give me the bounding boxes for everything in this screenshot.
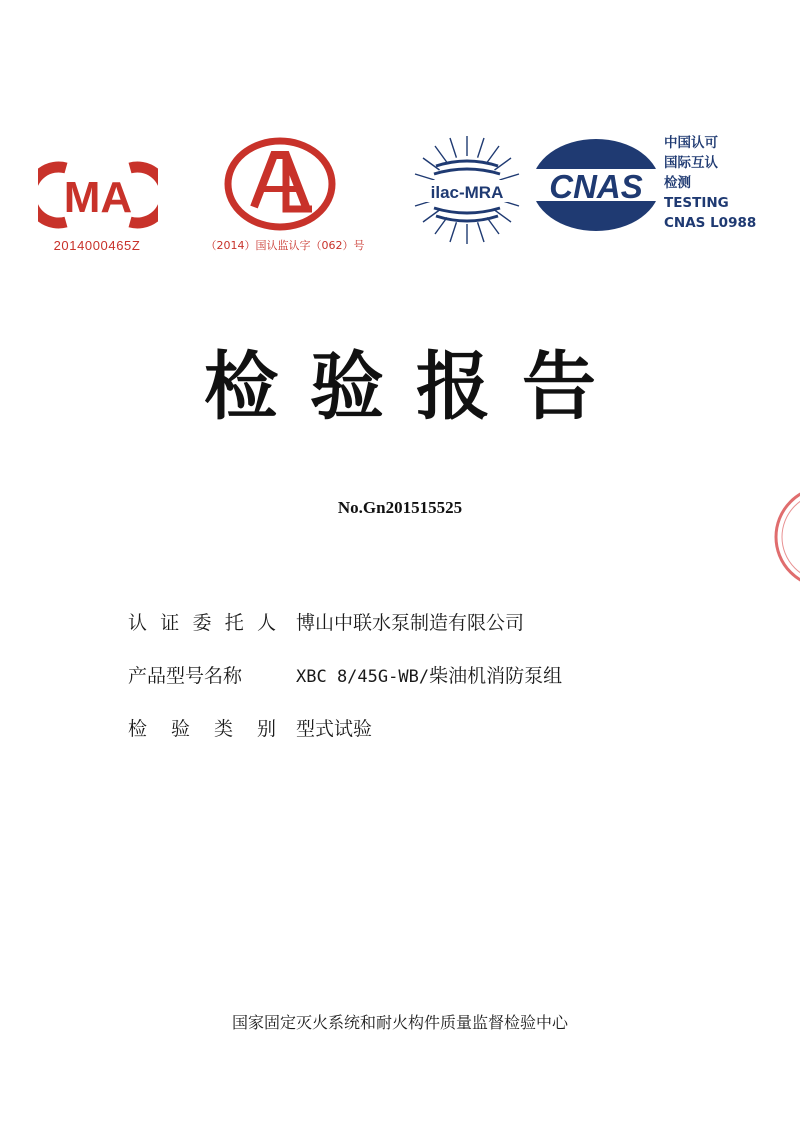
issuing-organization: 国家固定灭火系统和耐火构件质量监督检验中心 [231, 1013, 568, 1032]
page-title: 检验报告 [204, 344, 628, 430]
svg-text:MA: MA [63, 173, 133, 222]
field-value-type: 型式试验 [296, 718, 373, 740]
cal-logo [224, 137, 336, 231]
seal-stamp [770, 482, 800, 592]
product-model-code: XBC 8/45G-WB/ [296, 667, 430, 687]
cnas-line: 国际互认 [664, 155, 718, 171]
cma-logo [38, 160, 158, 230]
cal-code: （2014）国认监认字（062）号 [205, 239, 365, 252]
cma-code: 2014000465Z [53, 238, 141, 253]
cnas-line: TESTING [664, 195, 729, 211]
cnas-accreditation-text [664, 133, 756, 233]
cnas-line: 中国认可 [664, 135, 718, 151]
cnas-logo [530, 137, 662, 233]
svg-text:CNAS: CNAS [549, 168, 643, 205]
field-label-type [128, 714, 276, 741]
report-number: No.Gn201515525 [337, 498, 463, 517]
svg-text:ilac-MRA: ilac-MRA [430, 183, 504, 202]
cnas-line: 检测 [664, 175, 691, 191]
ilac-mra-logo [404, 130, 530, 250]
field-value-product [296, 661, 562, 688]
field-label-text: 认 证 委 托 人 [128, 612, 276, 634]
product-model-name: 柴油机消防泵组 [429, 665, 563, 687]
cnas-line: CNAS L0988 [664, 215, 757, 231]
field-label-client [128, 608, 276, 635]
field-label-product [128, 661, 276, 688]
field-label-text: 检 验 类 别 [128, 718, 276, 740]
field-label-text: 产品型号名称 [128, 665, 243, 687]
field-value-client: 博山中联水泵制造有限公司 [296, 612, 525, 634]
